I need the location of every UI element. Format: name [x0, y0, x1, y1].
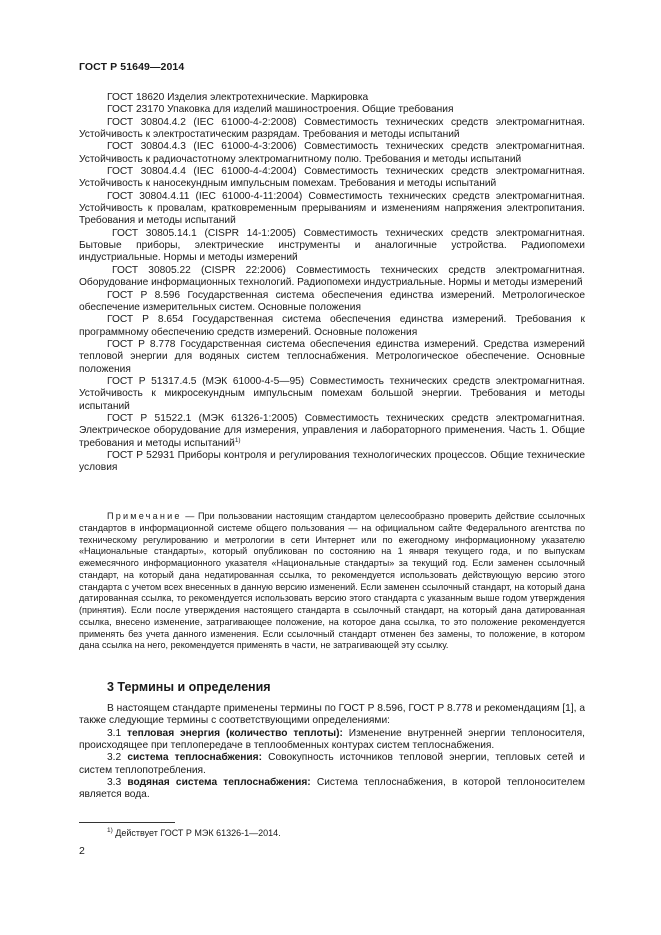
terms-block: [79, 703, 585, 802]
term-item: [79, 777, 585, 802]
reference-item: ГОСТ 30804.4.2 (IEC 61000-4-2:2008) Совместимость технических средств электромагнитная. Устойчивость к электростатическим разрядам. Требования и методы испытаний: [79, 116, 585, 141]
footnote-marker: 1): [234, 436, 241, 444]
reference-item: ГОСТ 30804.4.11 (IEC 61000-4-11:2004) Совместимость технических средств электромагнитная. Устойчивость к провалам, кратковременным прерываниям и изменениям напряжения электропитания. Требования и методы испытаний: [79, 190, 585, 227]
footnote-separator: [79, 822, 175, 823]
term-item: [79, 728, 585, 753]
page-number: 2: [79, 845, 85, 857]
note-label: Примечание: [107, 511, 182, 521]
normative-references: [79, 92, 585, 475]
reference-item: ГОСТ 30804.4.4 (IEC 61000-4-4:2004) Совместимость технических средств электромагнитная. Устойчивость к наносекундным импульсным помехам. Требования и методы испытаний: [79, 166, 585, 190]
reference-item: ГОСТ 18620 Изделия электротехнические. Маркировка: [107, 92, 369, 103]
footnote-text: Действует ГОСТ Р МЭК 61326-1—2014.: [115, 828, 281, 838]
document-header: ГОСТ Р 51649—2014: [79, 61, 185, 73]
term-definition: Совокупность источников тепловой энергии, тепловых сетей и систем теплопотребления.: [79, 752, 585, 776]
term-definition: Система теплоснабжения, в которой теплоносителем является вода.: [79, 777, 585, 801]
term-number: 3.1: [107, 727, 122, 739]
term-name: тепловая энергия (количество теплоты):: [127, 727, 343, 739]
term-number: 3.2: [107, 752, 122, 764]
note-text: — При пользовании настоящим стандартом целесообразно проверить действие ссылочных стандартов в информационной системе общего пользования — на официальном сайте Федерального агентства по техническому регулированию и метрологии в сети Интернет или по ежегодному информационному указателю «Национальные стандарты», который опубликован по состоянию на 1 января текущего года, и по выпускам ежемесячного информационного указателя «Национальные стандарты» за текущий год. Если заменен ссылочный стандарт, на который дана недатированная ссылка, то рекомендуется использовать действующую версию этого стандарта с учетом всех внесенных в данную версию изменений. Если заменен ссылочный стандарт, на который дана датированная ссылка, то рекомендуется использовать версию этого стандарта с указанным выше годом утверждения (принятия). Если после утверждения настоящего стандарта в ссылочный стандарт, на который дана датированная ссылка, внесено изменение, затрагивающее положение, на которое дана ссылка, то это положение рекомендуется применять без учета данного изменения. Если ссылочный стандарт отменен без замены, то положение, в котором дана ссылка на него, рекомендуется применять в части, не затрагивающей эту ссылку.: [79, 511, 585, 651]
section-heading: 3 Термины и определения: [107, 680, 271, 694]
term-name: система теплоснабжения:: [127, 752, 263, 764]
reference-item: ГОСТ Р 51317.4.5 (МЭК 61000-4-5—95) Совместимость технических средств электромагнитная. Устойчивость к микросекундным импульсным помехам большой энергии. Требования и методы испытаний: [79, 375, 585, 412]
term-item: [79, 752, 585, 777]
reference-item: ГОСТ Р 8.596 Государственная система обеспечения единства измерений. Метрологическое обеспечение измерительных систем. Основные положения: [79, 289, 585, 313]
reference-text: ГОСТ Р 51522.1 (МЭК 61326-1:2005) Совместимость технических средств электромагнитная. Электрическое оборудование для измерения, управления и лабораторного применения. Часть 1. Общие требования и методы испытаний: [79, 412, 585, 449]
references-note: [79, 511, 585, 652]
reference-item: [79, 413, 585, 450]
footnote-mark: 1): [107, 827, 113, 834]
term-number: 3.3: [107, 777, 122, 789]
reference-item: ГОСТ 23170 Упаковка для изделий машиностроения. Общие требования: [107, 104, 454, 116]
reference-item: ГОСТ 30805.14.1 (CISPR 14-1:2005) Совместимость технических средств электромагнитная. Бытовые приборы, электрические инструменты и аналогичные устройства. Радиопомехи индустриальные. Нормы и методы измерений: [79, 227, 585, 264]
terms-intro: В настоящем стандарте применены термины по ГОСТ Р 8.596, ГОСТ Р 8.778 и рекомендациям [1], а также следующие термины с соответствующими определениями:: [79, 703, 585, 727]
term-definition: Изменение внутренней энергии теплоносителя, происходящее при теплопередаче в теплообменных контурах систем теплоснабжения.: [79, 727, 585, 752]
reference-item: ГОСТ Р 52931 Приборы контроля и регулирования технологических процессов. Общие технические условия: [79, 449, 585, 474]
term-name: водяная система теплоснабжения:: [127, 777, 311, 789]
reference-item: ГОСТ Р 8.654 Государственная система обеспечения единства измерений. Требования к программному обеспечению средств измерений. Основные положения: [79, 314, 585, 338]
footnote: [107, 828, 281, 838]
reference-item: ГОСТ 30805.22 (CISPR 22:2006) Совместимость технических средств электромагнитная. Оборудование информационных технологий. Радиопомехи индустриальные. Нормы и методы измерений: [79, 264, 585, 289]
reference-item: ГОСТ 30804.4.3 (IEC 61000-4-3:2006) Совместимость технических средств электромагнитная. Устойчивость к радиочастотному электромагнитному полю. Требования и методы испытаний: [79, 141, 585, 165]
reference-item: ГОСТ Р 8.778 Государственная система обеспечения единства измерений. Средства измерений тепловой энергии для водяных систем теплоснабжения. Метрологическое обеспечение. Основные положения: [79, 338, 585, 375]
